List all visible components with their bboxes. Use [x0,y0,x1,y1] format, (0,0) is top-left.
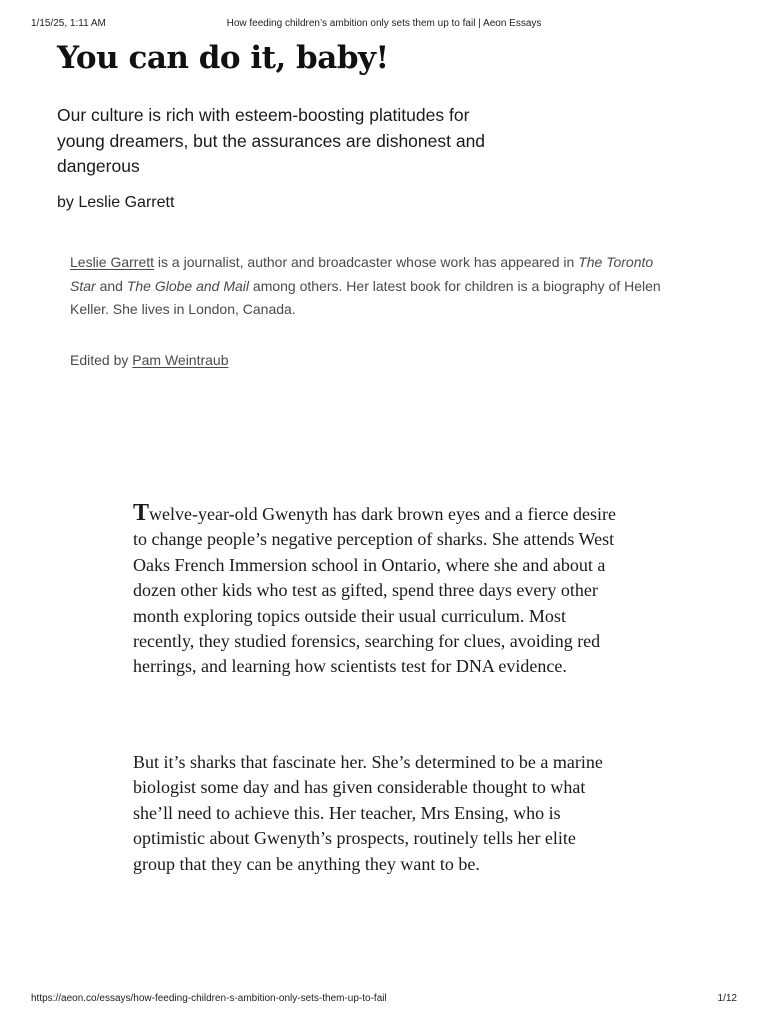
document-title: How feeding children’s ambition only sets them up to fail | Aeon Essays [226,18,542,29]
print-footer [31,993,737,1007]
editor-label: Edited by [70,352,133,368]
publication-name: The Globe and Mail [126,277,250,294]
page-url: https://aeon.co/essays/how-feeding-children-s-ambition-only-sets-them-up-to-fail [31,993,387,1004]
publication-name: The Toronto Star [70,254,654,294]
author-bio [70,251,670,322]
article-standfirst: Our culture is rich with esteem-boosting platitudes for young dreamers, but the assurances are dishonest and dangerous [57,105,486,176]
page-number: 1/12 [717,993,737,1004]
author-bio-text: is a journalist, author and broadcaster whose work has appeared in [154,254,579,270]
print-date: 1/15/25, 1:11 AM [31,18,106,29]
editor-link[interactable]: Pam Weintraub [132,352,229,368]
author-bio-text: and [95,277,127,294]
drop-cap: T [133,500,150,526]
editor-credit [70,352,229,368]
author-link[interactable]: Leslie Garrett [70,254,155,270]
article-headline: You can do it, baby! [57,40,389,76]
body-paragraph [133,502,618,680]
body-paragraph: But it’s sharks that fascinate her. She’s determined to be a marine biologist some day and has given considerable thought to what she’ll need to achieve this. Her teacher, Mrs Ensing, who is optimistic about Gwenyth’s prospects, routinely tells her elite group that they can be anything they want to be. [133,752,603,874]
paragraph-text: welve-year-old Gwenyth has dark brown eyes and a fierce desire to change people’s negative perception of sharks. She attends West Oaks French Immersion school in Ontario, where she and about a dozen other kids who test as gifted, spend three days every other month exploring topics outside their usual curriculum. Most recently, they studied forensics, searching for clues, avoiding red herrings, and learning how scientists test for DNA evidence. [133,504,616,677]
print-header [31,18,737,32]
article-byline: by Leslie Garrett [57,194,175,211]
author-bio-text: among others. Her latest book for children is a biography of Helen Keller. She lives in London, Canada. [70,277,661,317]
